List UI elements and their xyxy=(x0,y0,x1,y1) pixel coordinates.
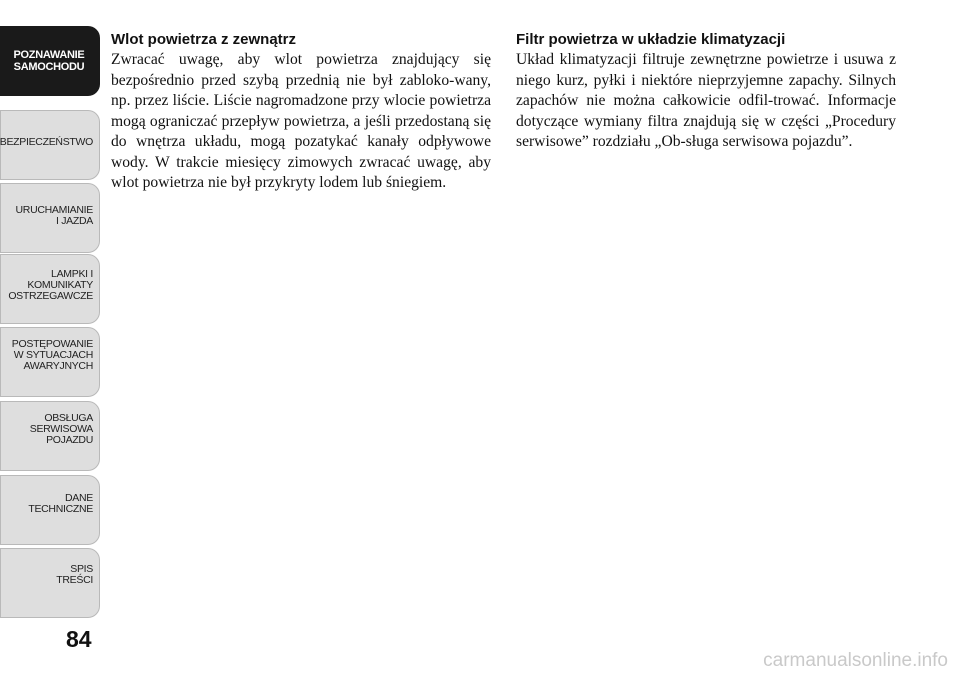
tab-label: URUCHAMIANIE I JAZDA xyxy=(15,204,93,227)
tab-postepowanie-awaryjne[interactable] xyxy=(0,327,100,397)
tab-poznawanie-samochodu[interactable] xyxy=(0,26,100,96)
tab-label: DANE TECHNICZNE xyxy=(28,492,93,515)
tab-uruchamianie-i-jazda[interactable] xyxy=(0,183,100,253)
right-column xyxy=(516,30,896,153)
tab-spis-tresci[interactable] xyxy=(0,548,100,618)
tab-label: SPIS TREŚCI xyxy=(56,563,93,586)
page-number: 84 xyxy=(66,626,92,652)
tab-label: BEZPIECZEŃSTWO xyxy=(0,136,93,148)
tab-lampki-i-komunikaty[interactable] xyxy=(0,254,100,324)
section-heading-air-filter: Filtr powietrza w układzie klimatyzacji xyxy=(516,31,786,48)
section-heading-air-intake: Wlot powietrza z zewnątrz xyxy=(111,31,297,48)
tab-label: LAMPKI I KOMUNIKATY OSTRZEGAWCZE xyxy=(8,268,93,302)
section-body-air-intake: Zwracać uwagę, aby wlot powietrza znajdujący się bezpośrednio przed szybą przednią nie był zabloko-wany, np. przez liście. Liście nagromadzone przy wlocie powietrza mogą ograniczać przepływ powietrza, a jeśli przedostaną się do wnętrza układu, mogą pozatykać kanały odpływowe wody. W trakcie miesięcy zimowych zwracać uwagę, aby wlot powietrza nie był przykryty lodem lub śniegiem. xyxy=(111,51,491,191)
left-column xyxy=(111,30,491,194)
section-body-air-filter: Układ klimatyzacji filtruje zewnętrzne powietrze i usuwa z niego kurz, pyłki i niektóre nieprzyjemne zapachy. Silnych zapachów nie można całkowicie odfil-trować. Informacje dotyczące wymiany filtra znajdują się w części „Procedury serwisowe” rozdziału „Ob-sługa serwisowa pojazdu”. xyxy=(516,51,896,150)
watermark: carmanualsonline.info xyxy=(763,650,948,671)
tab-obsluga-serwisowa[interactable] xyxy=(0,401,100,471)
tab-label: POSTĘPOWANIE W SYTUACJACH AWARYJNYCH xyxy=(11,338,93,372)
tab-label: POZNAWANIE SAMOCHODU xyxy=(13,49,85,73)
tab-label: OBSŁUGA SERWISOWA POJAZDU xyxy=(29,412,93,446)
tab-bezpieczenstwo[interactable] xyxy=(0,110,100,180)
tab-dane-techniczne[interactable] xyxy=(0,475,100,545)
